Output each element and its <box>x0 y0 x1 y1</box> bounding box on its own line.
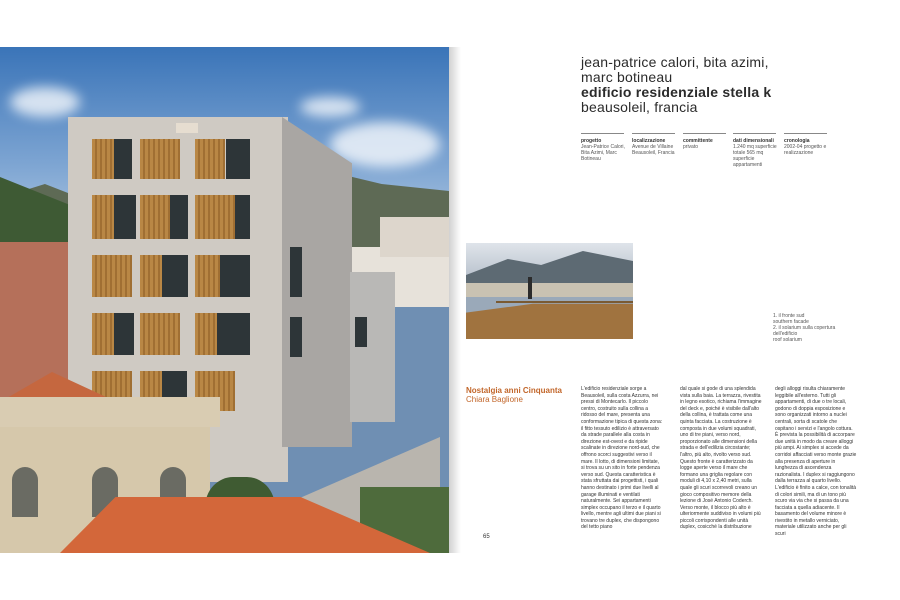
photo-annex <box>350 272 395 422</box>
photo-cloud <box>10 87 80 117</box>
photo-shutter <box>140 195 170 239</box>
photo-window <box>355 317 367 347</box>
photo-cloud <box>300 97 360 117</box>
photo-window <box>170 195 188 239</box>
photo-shutter <box>140 313 180 355</box>
meta-rule <box>733 133 776 134</box>
photo-balustrade <box>0 397 220 427</box>
meta-rule <box>683 133 726 134</box>
project-title: edificio residenziale stella k <box>581 84 772 100</box>
meta-heading: localizzazione <box>632 138 666 144</box>
meta-value: Jean-Patrice Calori, Bita Azimi, Marc Botineau <box>581 144 625 162</box>
magazine-spread <box>0 47 900 553</box>
solarium-railing <box>496 301 633 303</box>
meta-heading: dati dimensionali <box>733 138 774 144</box>
meta-dati-dimensionali <box>733 138 778 168</box>
photo-window <box>290 247 302 297</box>
solarium-photo <box>466 243 633 339</box>
body-column-2: dal quale si gode di una splendida vista sulla baia. La terrazza, rivestita in legno esotico, richiama l'immagine del deck e, poiché è visibile dall'alto della collina, è trattata come una quinta facciata. La costruzione è composta in due volumi squadrati, uno di tre piani, verso nord, proporzionato alle dimensioni della strada e dell'edilizia circostante; l'altro, più alto, rivolto verso sud. Questo fronte è caratterizzato da logge aperte verso il mare che formano una griglia regolare con moduli di 4,10 x 2,40 metri, sulla quale gli scuri scorrevoli creano un gioco compositivo memore della lezione di José Antonio Coderch. Verso monte, il blocco più alto è ulteriormente suddiviso in volumi più piccoli corrispondenti alle unità duplex, cosicché la distribuzione <box>680 386 762 531</box>
photo-window <box>290 317 302 357</box>
photo-shutter <box>140 139 180 179</box>
photo-window <box>235 195 250 239</box>
photo-villa-window <box>12 467 38 517</box>
photo-captions <box>773 313 853 343</box>
body-column-1: L'edificio residenziale sorge a Beausoleil, sulla costa Azzurra, nei pressi di Montecarlo. Il piccolo centro, costruito sulla collina a ridosso del mare, presenta una conformazione tipica di questa zona: il fitto tessuto edilizio è attraversato da strade parallele alla costa in direzione est-ovest e da ripide scalinate in direzione nord-sud, che offrono scorci suggestivi verso il mare. Il lotto, di dimensioni limitate, si trova su un sito in forte pendenza verso sud. Questa caratteristica è stata sfruttata dai progettisti, i quali hanno destinato i primi due livelli al garage illuminati e ventilati naturalmente. Sei appartamenti simplex occupano il terzo e il quarto livello, mentre agli ultimi due piani si trovano tre duplex, che dispongono del tetto piano <box>581 386 663 531</box>
article-author: Chiara Baglione <box>466 395 523 404</box>
body-column-3: degli alloggi risulta chiaramente leggibile all'esterno. Tutti gli appartamenti, di due o tre locali, godono di doppia esposizione e sono organizzati intorno a nuclei centrali, sorta di scatole che ospitano i servizi e l'angolo cottura. È prevista la possibilità di accorpare due unità in modo da creare alloggi più ampi. Ai simplex si accede da corridoi affacciati verso monte grazie alla presenza di aperture in lunghezza di ascendenza razionalista. I duplex si raggiungono dalla terrazza al quarto livello. L'edificio è finito a calce, con tonalità di colori simili, ma di un tono più scuro via via che si passa da una facciata a quella adiacente. Il basamento del volume minore è rivestito in metallo verniciato, materiale utilizzato anche per gli scuri <box>775 386 857 538</box>
building-photo <box>0 47 449 553</box>
caption-line: southern facade <box>773 319 809 325</box>
meta-progetto <box>581 138 626 162</box>
article-header <box>581 55 881 115</box>
architects-line: marc botineau <box>581 69 673 85</box>
meta-value: 1.240 mq superficie totale 565 mq superficie appartamenti <box>733 144 777 168</box>
meta-rule <box>632 133 675 134</box>
article-title: Nostalgia anni Cinquanta <box>466 386 563 395</box>
photo-shutter <box>140 255 162 297</box>
photo-rooftop-figures <box>176 123 198 133</box>
photo-shutter <box>195 313 217 355</box>
caption-line: 1. il fronte sud <box>773 313 805 319</box>
caption-line: roof solarium <box>773 337 802 343</box>
photo-shutter <box>195 195 235 239</box>
article-heading <box>466 386 562 404</box>
photo-distant-building <box>380 217 449 257</box>
photo-window <box>226 139 250 179</box>
meta-heading: cronologia <box>784 138 810 144</box>
meta-localizzazione <box>632 138 677 156</box>
meta-rule <box>581 133 624 134</box>
photo-shutter <box>92 255 132 297</box>
meta-value: Avenue de Villaine Beausoleil, Francia <box>632 144 675 156</box>
project-location: beausoleil, francia <box>581 99 698 115</box>
photo-window <box>217 313 250 355</box>
meta-value: 2002-04 progetto e realizzazione <box>784 144 827 156</box>
page-number: 65 <box>483 534 490 540</box>
photo-shutter <box>195 139 225 179</box>
meta-cronologia <box>784 138 834 156</box>
meta-heading: progetto <box>581 138 602 144</box>
photo-window <box>162 255 188 297</box>
architects-line: jean-patrice calori, bita azimi, <box>581 54 769 70</box>
photo-window <box>114 139 132 179</box>
photo-window <box>220 255 250 297</box>
photo-shutter <box>92 313 114 355</box>
photo-shutter <box>195 255 220 297</box>
meta-rule <box>784 133 827 134</box>
photo-window <box>114 313 134 355</box>
solarium-city <box>466 283 633 297</box>
solarium-person <box>528 277 532 299</box>
photo-shutter <box>92 195 114 239</box>
page-gutter <box>449 47 461 553</box>
caption-line: 2. il solarium sulla copertura dell'edificio <box>773 325 836 337</box>
meta-heading: committente <box>683 138 713 144</box>
meta-value: privato <box>683 144 699 150</box>
meta-committente <box>683 138 728 150</box>
photo-window <box>114 195 136 239</box>
